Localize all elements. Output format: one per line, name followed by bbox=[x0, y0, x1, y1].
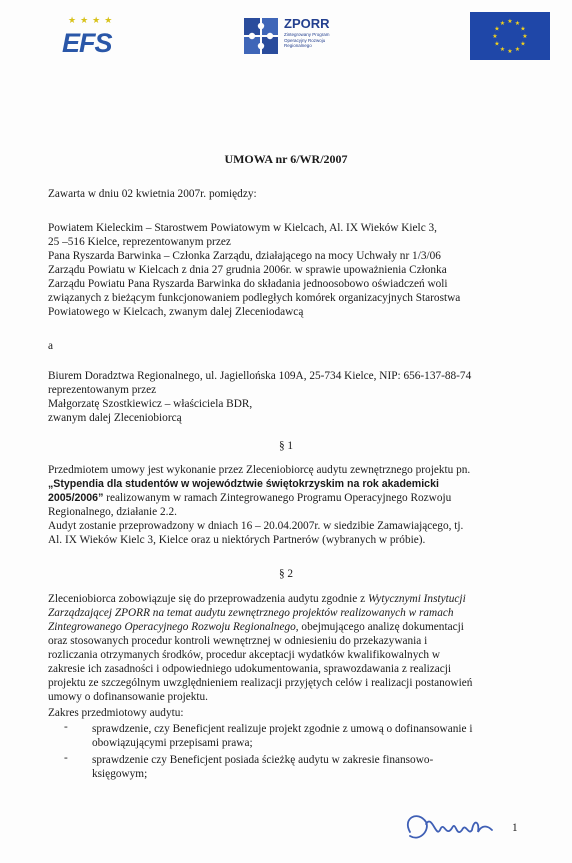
conjunction-text: a bbox=[48, 340, 54, 352]
scope-item-line: obowiązującymi przepisami prawa; bbox=[92, 737, 253, 749]
section-2-line: oraz stosowanych procedur kontroli wewnętrznej w odniesieniu do przekazywania i bbox=[48, 635, 428, 647]
party-1-line: związanych z bieżącym funkcjonowaniem podległych komórek organizacyjnych Starostwa bbox=[48, 292, 461, 304]
project-title-year: 2005/2006” bbox=[48, 492, 104, 504]
scope-item-line: sprawdzenie, czy Beneficjent realizuje projekt zgodnie z umową o dofinansowanie i bbox=[92, 723, 473, 735]
party-2-line: reprezentowanym przez bbox=[48, 384, 157, 396]
section-2-text: Zleceniobiorca zobowiązuje się do przeprowadzenia audytu zgodnie z bbox=[48, 593, 368, 605]
handwritten-signature bbox=[396, 802, 516, 852]
zporr-puzzle-icon bbox=[242, 16, 280, 56]
section-1-line: Al. IX Wieków Kielc 3, Kielce oraz u niektórych Partnerów (wybranych w próbie). bbox=[48, 534, 426, 546]
scope-item-line: sprawdzenie czy Beneficjent posiada ścieżkę audytu w zakresie finansowo- bbox=[92, 754, 434, 766]
efs-stars: ★★★★ bbox=[68, 16, 117, 26]
bullet-dash: - bbox=[64, 752, 68, 764]
section-2-line: rozliczania otrzymanych środków, procedur akceptacji wydatków kwalifikowalnych w bbox=[48, 649, 441, 661]
party-1-line: Pana Ryszarda Barwinka – Członka Zarządu, działającego na mocy Uchwały nr 1/3/06 bbox=[48, 250, 441, 262]
efs-logo-text: EFS bbox=[62, 28, 112, 58]
eu-star-icon: ★ bbox=[520, 41, 526, 48]
section-1-line bbox=[48, 491, 451, 505]
section-1-line: Regionalnego, działanie 2.2. bbox=[48, 506, 177, 518]
party-2-line: zwanym dalej Zleceniobiorcą bbox=[48, 412, 182, 424]
eu-star-icon: ★ bbox=[514, 47, 521, 53]
section-2-heading: § 2 bbox=[278, 568, 294, 580]
party-1-line: Powiatowego w Kielcach, zwanym dalej Zleceniodawcą bbox=[48, 306, 304, 318]
party-2-line: Biurem Doradztwa Regionalnego, ul. Jagiellońska 109A, 25-734 Kielce, NIP: 656-137-88-74 bbox=[48, 370, 472, 382]
eu-star-icon: ★ bbox=[494, 41, 500, 48]
eu-star-icon: ★ bbox=[520, 26, 526, 33]
section-2-line bbox=[48, 620, 464, 634]
eu-star-icon: ★ bbox=[494, 26, 500, 33]
zporr-title: ZPORR bbox=[284, 16, 330, 31]
section-2-line bbox=[48, 592, 466, 606]
section-1-line-rest: realizowanym w ramach Zintegrowanego Programu Operacyjnego Rozwoju bbox=[103, 492, 452, 504]
page-number: 1 bbox=[512, 822, 518, 834]
eu-star-icon: ★ bbox=[507, 49, 513, 55]
document-title: UMOWA nr 6/WR/2007 bbox=[224, 152, 348, 166]
section-2-line: projektu ze szczególnym uwzględnieniem realizacji przyjętych celów i realizacji postanowień bbox=[48, 677, 473, 689]
eu-star-icon: ★ bbox=[522, 34, 528, 40]
guidelines-italic: Wytycznymi Instytucji bbox=[367, 593, 466, 605]
scope-intro: Zakres przedmiotowy audytu: bbox=[48, 707, 184, 719]
efs-logo bbox=[62, 16, 132, 62]
eu-star-icon: ★ bbox=[514, 21, 521, 27]
intro-text: Zawarta w dniu 02 kwietnia 2007r. pomiędzy: bbox=[48, 188, 257, 200]
section-2-line: zakresie ich zasadności i odpowiedniego udokumentowania, sprawozdawania z realizacji bbox=[48, 663, 452, 675]
eu-flag-icon bbox=[470, 12, 550, 60]
eu-star-icon: ★ bbox=[507, 19, 513, 25]
party-1-line: 25 –516 Kielce, reprezentowanym przez bbox=[48, 236, 231, 248]
project-title-bold: „Stypendia dla studentów w województwie świętokrzyskim na rok akademicki bbox=[48, 478, 439, 490]
section-1-heading: § 1 bbox=[278, 440, 294, 452]
party-2-line: Małgorzatę Szostkiewicz – właściciela BDR, bbox=[48, 398, 253, 410]
eu-star-icon: ★ bbox=[492, 34, 498, 40]
eu-star-icon: ★ bbox=[499, 21, 506, 27]
party-1-line: Zarządu Powiatu Pana Ryszarda Barwinka do składania jednoosobowo oświadczeń woli bbox=[48, 278, 448, 290]
guidelines-italic: Zintegrowanego Operacyjnego Rozwoju Regionalnego bbox=[48, 621, 296, 633]
eu-star-icon: ★ bbox=[499, 47, 506, 53]
party-1-line: Zarządu Powiatu w Kielcach z dnia 27 grudnia 2006r. w sprawie upoważnienia Członka bbox=[48, 264, 447, 276]
party-1-line: Powiatem Kieleckim – Starostwem Powiatowym w Kielcach, Al. IX Wieków Kielc 3, bbox=[48, 222, 438, 234]
zporr-subtitle: Zintegrowany Program Operacyjny Rozwoju Regionalnego bbox=[284, 32, 330, 49]
bullet-dash: - bbox=[64, 721, 68, 733]
section-1-line: Przedmiotem umowy jest wykonanie przez Zleceniobiorcę audytu zewnętrznego projektu pn. bbox=[48, 464, 471, 476]
header-logos bbox=[0, 12, 572, 62]
section-2-text: , obejmującego analizę dokumentacji bbox=[295, 621, 464, 633]
scope-item-line: księgowym; bbox=[92, 768, 148, 780]
section-1-line: Audyt zostanie przeprowadzony w dniach 16 – 20.04.2007r. w siedzibie Zamawiającego, tj. bbox=[48, 520, 464, 532]
guidelines-italic: Zarządzającej ZPORR na temat audytu zewnętrznego projektów realizowanych w ramach bbox=[48, 607, 454, 619]
zporr-logo bbox=[242, 16, 352, 62]
section-2-line: umowy o dofinansowanie projektu. bbox=[48, 691, 209, 703]
